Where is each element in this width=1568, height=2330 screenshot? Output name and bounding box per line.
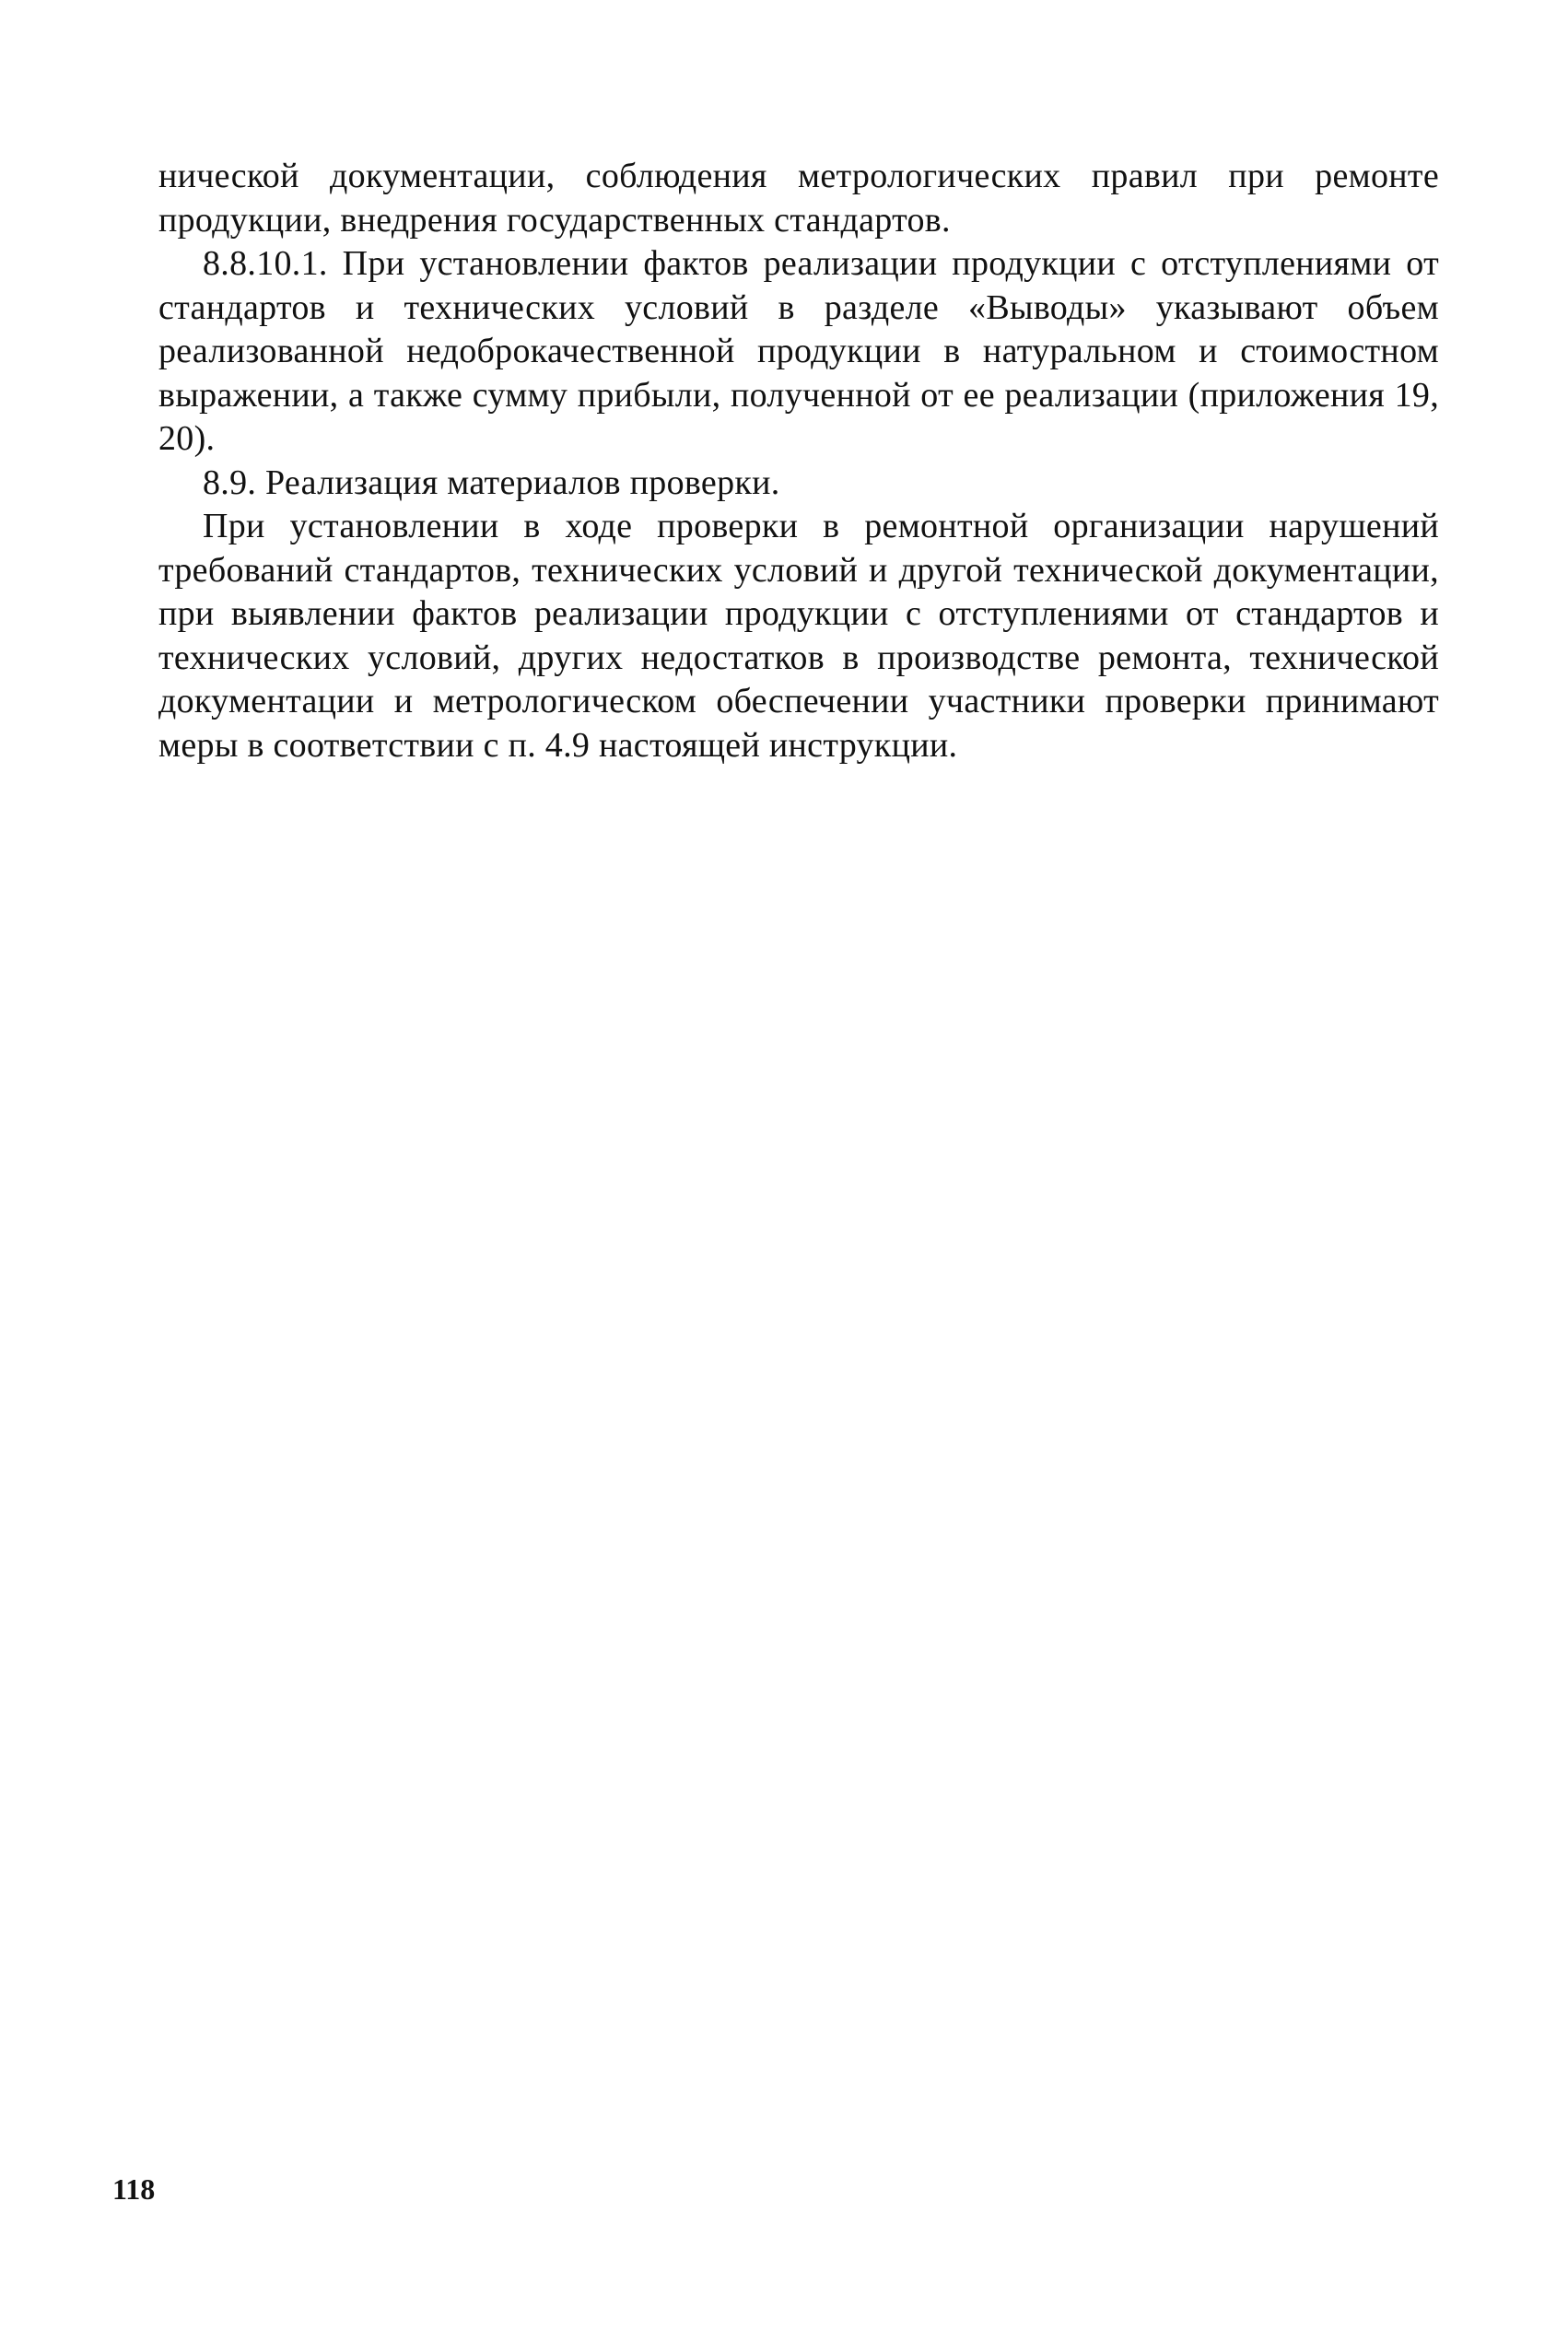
paragraph-implementation: При установлении в ходе проверки в ремонтной организации нарушений требований стандартов, технических условий и другой технической документации, при выявлении фактов реализации продукции с отступлениями от стандартов и технических условий, других недостатков в производстве ремонта, технической документации и метрологическом обеспечении участники проверки принимают меры в соответствии с п. 4.9 настоящей инструкции. [158, 507, 1439, 765]
paragraph-continuation: нической документации, соблюдения метрологических правил при ремонте продукции, внедрения государственных стандартов. [158, 157, 1439, 240]
body-text [158, 155, 1439, 767]
paragraph-8-9-heading: 8.9. Реализация материалов проверки. [203, 462, 780, 502]
paragraph-8-8-10-1: 8.8.10.1. При установлении фактов реализации продукции с отступлениями от стандартов и технических условий в разделе «Выводы» указывают объем реализованной недоброкачественной продукции в натуральном и стоимостном выражении, а также сумму прибыли, полученной от ее реализации (приложения 19, 20). [158, 244, 1439, 458]
page-number: 118 [112, 2172, 156, 2206]
